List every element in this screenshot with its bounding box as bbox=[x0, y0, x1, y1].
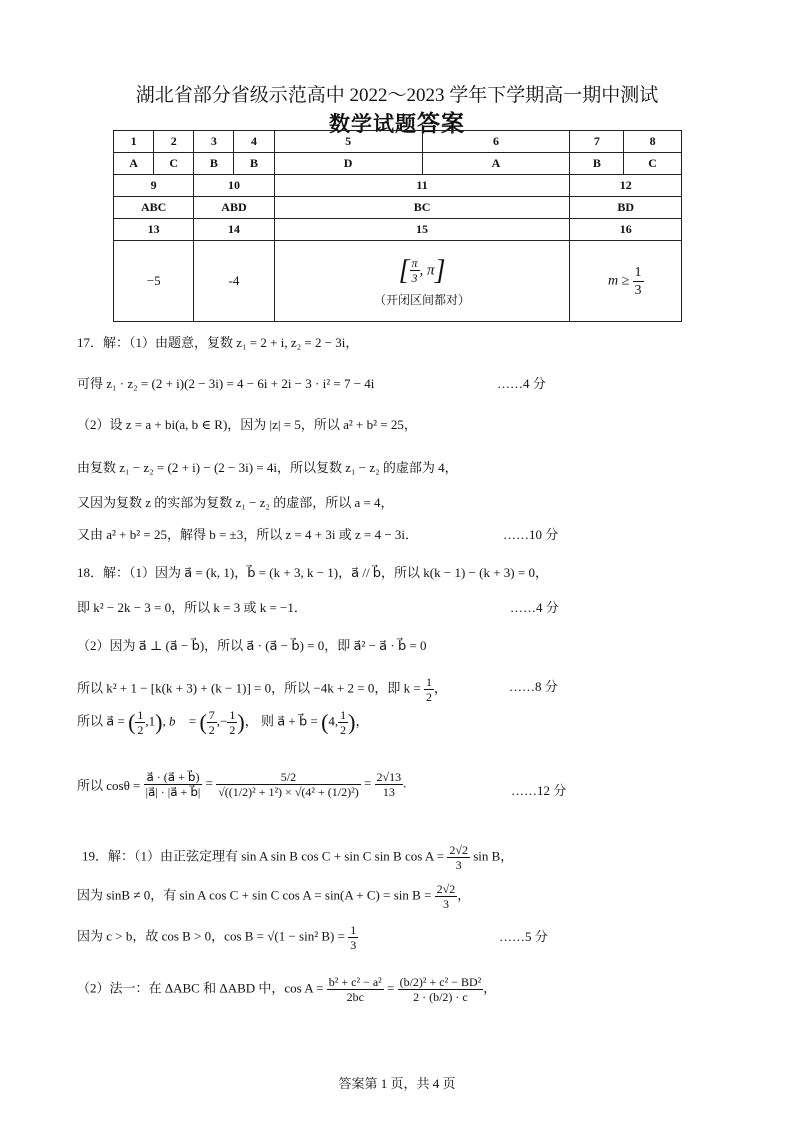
qnum-cell: 14 bbox=[194, 219, 274, 241]
answer-cell: C bbox=[624, 153, 682, 175]
answer-cell: ABC bbox=[114, 197, 194, 219]
q19-line1-text: 19．解：（1）由正弦定理有 sin A sin B cos C + sin C sin B cos A = bbox=[82, 848, 445, 864]
table-row bbox=[114, 175, 682, 197]
answer-cell: B bbox=[570, 153, 624, 175]
q19-line4: （2）法一：在 ΔABC 和 ΔABD 中，cos A = $\frac{\text{b² + c² − a²}}{2bc}$ = $\frac{\text{(b/2)² + c² − BD²}}{2 \cdot (b/2) \cdot c}$ ， bbox=[77, 975, 497, 1004]
q19-line2-text: 因为 sinB ≠ 0，有 sin A cos C + sin C cos A = sin(A + C) = sin B = bbox=[77, 887, 432, 903]
page-footer: 答案第 1 页，共 4 页 bbox=[338, 1076, 456, 1091]
interval-expression: [ $\frac{\pi}{3}$ , π] bbox=[398, 254, 446, 286]
answer-cell: A bbox=[114, 153, 154, 175]
qnum-cell: 11 bbox=[274, 175, 570, 197]
q18-score3: ……12 分 bbox=[511, 783, 567, 798]
answer-cell: BD bbox=[570, 197, 682, 219]
answer-cell-14: -4 bbox=[194, 241, 274, 322]
qnum-cell: 1 bbox=[114, 131, 154, 153]
table-row bbox=[114, 153, 682, 175]
answer-cell: D bbox=[274, 153, 422, 175]
q18-line2: 即 k² − 2k − 3 = 0，所以 k = 3 或 k = −1． bbox=[77, 600, 307, 615]
answer-cell: BC bbox=[274, 197, 570, 219]
q19-score1: ……5 分 bbox=[499, 929, 548, 944]
cos-fraction-3: $\frac{2√13}{13}$ bbox=[376, 770, 402, 799]
q18-line5: 所以 a⃗ = ( $\frac{1}{2}$ ,1), b⃗ = ( $\frac{7}{2}$ ,− $\frac{1}{2}$ )， 则 a⃗ + b⃗ = (4, $\frac{1}{2}$ )， bbox=[77, 708, 369, 737]
q18-line6: 所以 cosθ = $\frac{a⃗ \cdot (a⃗ + b⃗)}{|a⃗| \cdot |a⃗ + b⃗|}$ = $\frac{5/2}{\text{√((1/2)² + 1²) × √(4² + (1/2)²)}}$ = $\frac{2√13}{13}$ . bbox=[77, 770, 407, 799]
table-row bbox=[114, 219, 682, 241]
qnum-cell: 16 bbox=[570, 219, 682, 241]
answer-cell-16 bbox=[570, 241, 682, 322]
subtitle-main: 数学试题 bbox=[329, 112, 417, 136]
answer-table bbox=[113, 130, 682, 322]
answer-cell: B bbox=[194, 153, 234, 175]
q18-score2: ……8 分 bbox=[509, 679, 558, 694]
qnum-cell: 6 bbox=[422, 131, 570, 153]
q17-line2: 可得 z₁ · z₂ = (2 + i)(2 − 3i) = 4 − 6i + 2i − 3 · i² = 7 − 4i bbox=[77, 376, 375, 391]
table-row bbox=[114, 131, 682, 153]
q18-line4: 所以 k² + 1 − [k(k + 3) + (k − 1)] = 0，所以 −4k + 2 = 0，即 k = $\frac{1}{2}$ ， bbox=[77, 675, 447, 704]
qnum-cell: 13 bbox=[114, 219, 194, 241]
q17-line1: 17．解：（1）由题意，复数 z₁ = 2 + i, z₂ = 2 − 3i， bbox=[77, 335, 359, 350]
qnum-cell: 9 bbox=[114, 175, 194, 197]
answer-cell-13: −5 bbox=[114, 241, 194, 322]
q19-line3: 因为 c > b，故 cos B > 0，cos B = √(1 − sin² B) = $\frac{1}{3}$ bbox=[77, 923, 357, 952]
answer-cell: C bbox=[154, 153, 194, 175]
q17-line6: 又由 a² + b² = 25，解得 b = ±3，所以 z = 4 + 3i 或 z = 4 − 3i． bbox=[77, 527, 419, 542]
answer-cell-15 bbox=[274, 241, 570, 322]
q18-line5-b: 则 a⃗ + b⃗ = bbox=[260, 713, 318, 729]
q17-line4: 由复数 z₁ − z₂ = (2 + i) − (2 − 3i) = 4i，所以复数 z₁ − z₂ 的虚部为 4， bbox=[77, 460, 458, 475]
cos-fraction-2: $\frac{5/2}{\text{√((1/2)² + 1²) × √(4² + (1/2)²)}}$ bbox=[218, 770, 359, 799]
q19-line1: 19．解：（1）由正弦定理有 sin A sin B cos C + sin C sin B cos A = $\frac{2√2}{3}$ sin B， bbox=[82, 843, 514, 872]
q19-line2: 因为 sinB ≠ 0，有 sin A cos C + sin C cos A = sin(A + C) = sin B = $\frac{2√2}{3}$ ， bbox=[77, 882, 471, 911]
table-row bbox=[114, 197, 682, 219]
q18-score1: ……4 分 bbox=[510, 600, 559, 615]
subtitle-answer: 答案 bbox=[417, 111, 465, 136]
qnum-cell: 8 bbox=[624, 131, 682, 153]
document-title: 湖北省部分省级示范高中 2022～2023 学年下学期高一期中测试 bbox=[135, 85, 659, 106]
q18-line5-a: 所以 a⃗ = bbox=[77, 713, 125, 729]
q17-line3: （2）设 z = a + bi(a, b ∈ R)，因为 |z| = 5，所以 a² + b² = 25， bbox=[77, 417, 417, 432]
table-row bbox=[114, 241, 682, 322]
q18-line3: （2）因为 a⃗ ⊥ (a⃗ − b⃗)，所以 a⃗ · (a⃗ − b⃗) = 0，即 a⃗² − a⃗ · b⃗ = 0 bbox=[77, 638, 427, 653]
q18-line1: 18．解：（1）因为 a⃗ = (k, 1)，b⃗ = (k + 3, k − 1)，a⃗ // b⃗，所以 k(k − 1) − (k + 3) = 0， bbox=[77, 565, 548, 580]
qnum-cell: 3 bbox=[194, 131, 234, 153]
cos-fraction-1: $\frac{a⃗ \cdot (a⃗ + b⃗)}{|a⃗| \cdot |a⃗ + b⃗|}$ bbox=[145, 770, 201, 799]
q17-score2: ……10 分 bbox=[503, 527, 559, 542]
fraction-one-half: $\frac{1}{2}$ bbox=[425, 675, 432, 704]
q18-line6-a: 所以 cosθ = bbox=[77, 778, 141, 793]
fraction-one-third: $\frac{1}{3}$ bbox=[634, 264, 642, 298]
q19-line1-tail: sin B， bbox=[473, 848, 514, 864]
answer-cell: A bbox=[422, 153, 570, 175]
q17-score1: ……4 分 bbox=[497, 376, 546, 391]
qnum-cell: 15 bbox=[274, 219, 570, 241]
inequality-prefix: m ≥ bbox=[607, 272, 630, 288]
q19-line3-text: 因为 c > b，故 cos B > 0，cos B = √(1 − sin² B) = bbox=[77, 928, 345, 944]
q17-line5: 又因为复数 z 的实部为复数 z₁ − z₂ 的虚部，所以 a = 4， bbox=[77, 495, 394, 510]
answer-cell: B bbox=[234, 153, 274, 175]
qnum-cell: 2 bbox=[154, 131, 194, 153]
qnum-cell: 4 bbox=[234, 131, 274, 153]
qnum-cell: 10 bbox=[194, 175, 274, 197]
qnum-cell: 5 bbox=[274, 131, 422, 153]
interval-note: （开闭区间都对） bbox=[374, 292, 471, 307]
answer-cell: ABD bbox=[194, 197, 274, 219]
q18-line4-text: 所以 k² + 1 − [k(k + 3) + (k − 1)] = 0，所以 −4k + 2 = 0，即 k = bbox=[77, 680, 421, 696]
qnum-cell: 7 bbox=[570, 131, 624, 153]
q19-line4-text: （2）法一：在 ΔABC 和 ΔABD 中，cos A = bbox=[77, 980, 324, 996]
qnum-cell: 12 bbox=[570, 175, 682, 197]
